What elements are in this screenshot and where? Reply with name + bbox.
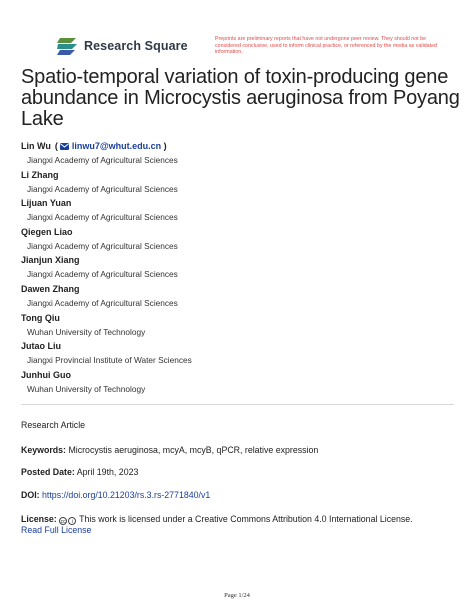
corresponding-email[interactable]: ( linwu7@whut.edu.cn ) bbox=[54, 141, 167, 151]
license-text: This work is licensed under a Creative Commons Attribution 4.0 International License. bbox=[79, 514, 413, 524]
keywords-value: Microcystis aeruginosa, mcyA, mcyB, qPCR, relative expression bbox=[68, 445, 319, 455]
keywords-line bbox=[21, 445, 318, 456]
author-entry bbox=[21, 255, 461, 284]
posted-date-value: April 19th, 2023 bbox=[76, 467, 139, 477]
author-affiliation: Jiangxi Academy of Agricultural Sciences bbox=[27, 297, 178, 308]
author-name: Tong Qiu bbox=[21, 312, 60, 323]
research-square-logo-icon bbox=[57, 37, 79, 55]
email-link[interactable]: linwu7@whut.edu.cn bbox=[71, 141, 162, 151]
read-full-license-link[interactable]: Read Full License bbox=[21, 525, 92, 535]
author-entry bbox=[21, 284, 461, 313]
page-number: Page 1/24 bbox=[224, 592, 250, 599]
section-divider bbox=[21, 404, 454, 405]
keywords-label: Keywords: bbox=[21, 445, 66, 455]
author-list bbox=[21, 141, 461, 398]
page-header bbox=[0, 0, 474, 65]
doi-label: DOI: bbox=[21, 490, 40, 500]
author-name: Jianjun Xiang bbox=[21, 255, 80, 266]
author-name: Junhui Guo bbox=[21, 369, 71, 380]
author-name: Qiegen Liao bbox=[21, 226, 73, 237]
posted-date-line bbox=[21, 467, 138, 478]
author-entry bbox=[21, 141, 461, 170]
author-affiliation: Wuhan University of Technology bbox=[27, 383, 146, 394]
brand-name: Research Square bbox=[84, 39, 188, 53]
doi-line bbox=[21, 490, 210, 501]
cc-by-icon: cc i bbox=[59, 517, 76, 525]
paper-title: Spatio-temporal variation of toxin-producing gene abundance in Microcystis aeruginosa from Poyang Lake bbox=[21, 66, 460, 130]
author-affiliation: Jiangxi Academy of Agricultural Sciences bbox=[27, 269, 178, 280]
license-label: License: bbox=[21, 514, 57, 524]
author-name: Lin Wu bbox=[21, 141, 51, 151]
article-type: Research Article bbox=[21, 420, 86, 430]
author-affiliation: Jiangxi Academy of Agricultural Sciences bbox=[27, 212, 178, 223]
author-entry bbox=[21, 227, 461, 256]
author-name: Li Zhang bbox=[21, 169, 59, 180]
author-entry bbox=[21, 370, 461, 399]
author-entry bbox=[21, 170, 461, 199]
author-entry bbox=[21, 313, 461, 342]
author-affiliation: Jiangxi Academy of Agricultural Sciences bbox=[27, 240, 178, 251]
author-affiliation: Jiangxi Academy of Agricultural Sciences bbox=[27, 155, 178, 165]
author-entry bbox=[21, 198, 461, 227]
doi-link[interactable]: https://doi.org/10.21203/rs.3.rs-2771840/v1 bbox=[42, 490, 211, 500]
author-entry bbox=[21, 341, 461, 370]
research-square-logo[interactable] bbox=[57, 37, 188, 55]
author-affiliation: Jiangxi Provincial Institute of Water Sciences bbox=[27, 355, 192, 366]
author-affiliation: Jiangxi Academy of Agricultural Sciences bbox=[27, 183, 178, 194]
email-icon bbox=[60, 143, 69, 150]
author-affiliation: Wuhan University of Technology bbox=[27, 326, 146, 337]
posted-date-label: Posted Date: bbox=[21, 467, 75, 477]
author-name: Jutao Liu bbox=[21, 341, 61, 352]
author-name: Lijuan Yuan bbox=[21, 198, 72, 209]
preprint-disclaimer: Preprints are preliminary reports that have not undergone peer review. They should not be considered conclusive, used to inform clinical practice, or referenced by the media as validated information. bbox=[215, 36, 437, 56]
author-name: Dawen Zhang bbox=[21, 283, 80, 294]
license-line bbox=[21, 514, 461, 536]
